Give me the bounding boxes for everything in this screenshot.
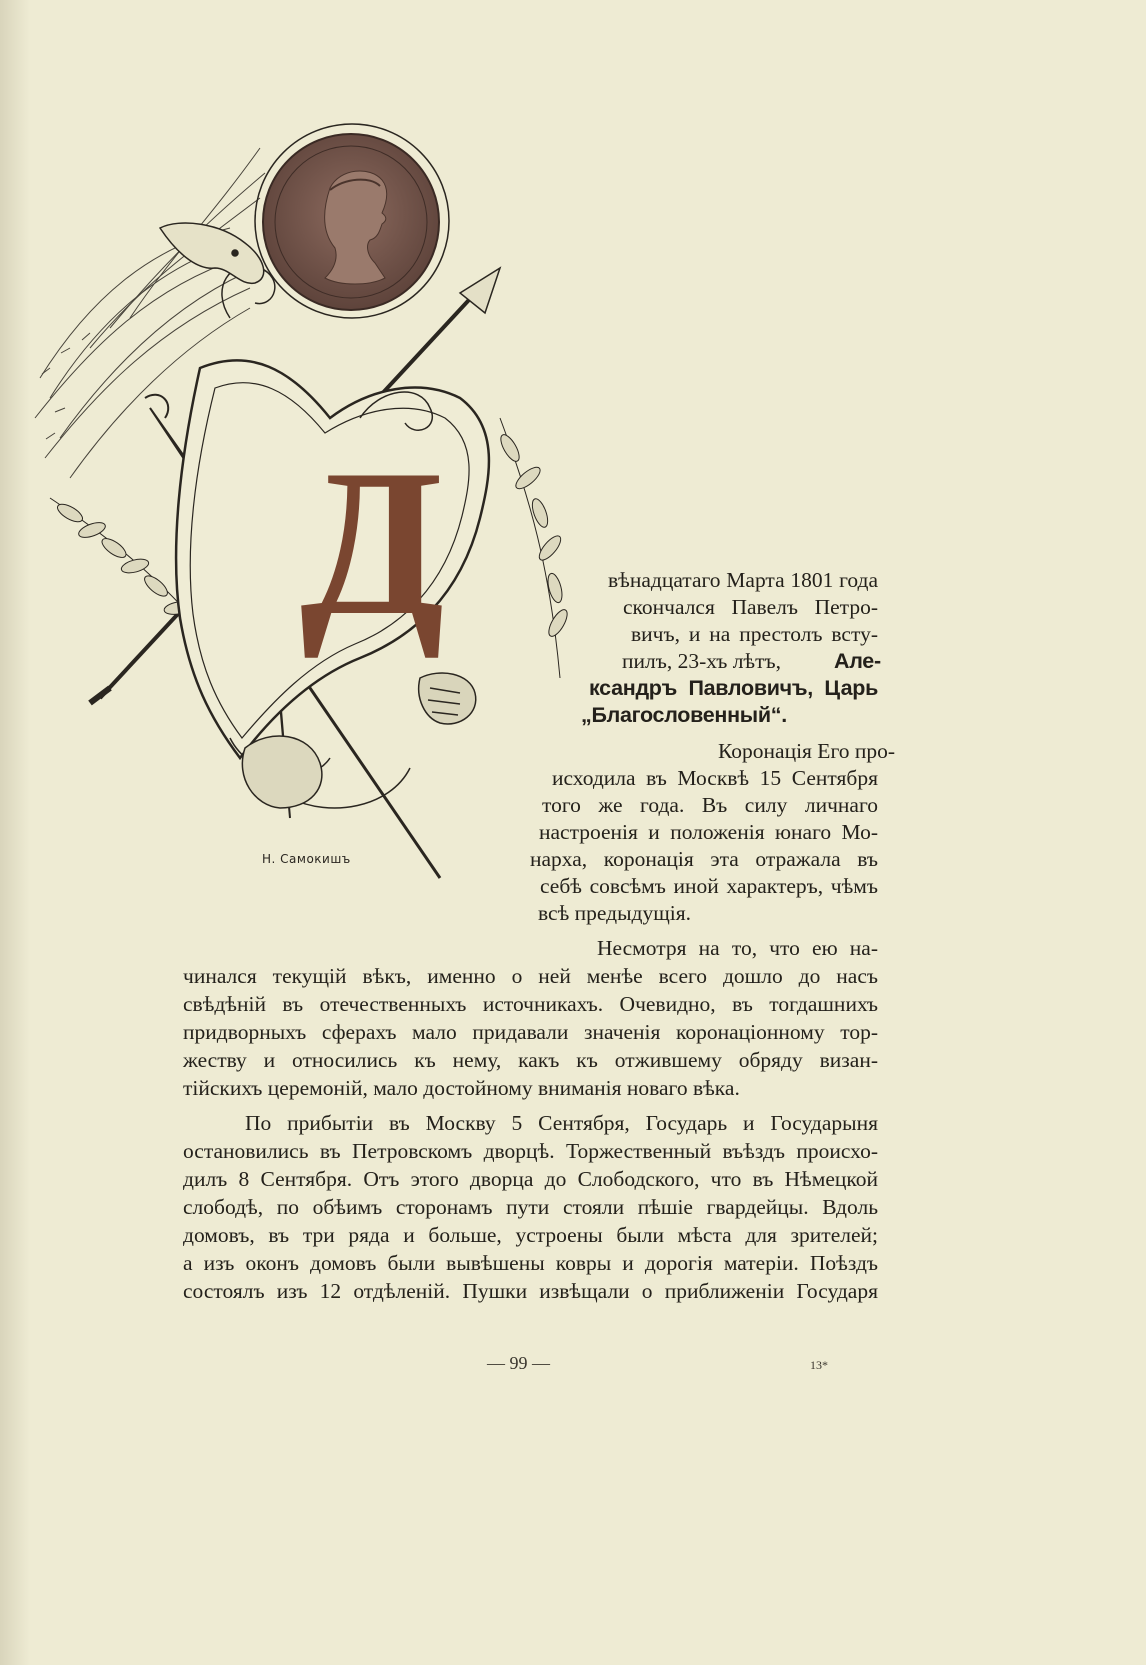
bold-name: „Благословенный“. <box>581 703 787 727</box>
text-line: а изъ оконъ домовъ были вывѣшены ковры и дорогія матеріи. Поѣздъ <box>183 1251 878 1275</box>
text-line-bold <box>581 701 831 729</box>
eagle-head-decoration <box>160 223 264 283</box>
text-line: домовъ, въ три ряда и больше, устроены были мѣста для зрителей; <box>183 1223 878 1247</box>
text-line: По прибытіи въ Москву 5 Сентября, Государь и Государыня <box>245 1111 878 1135</box>
text-line-bold <box>589 674 878 702</box>
text-line: скончался Павелъ Петро- <box>623 595 878 619</box>
text-line: Несмотря на то, что ею на- <box>597 936 878 960</box>
text-line: всѣ предыдущія. <box>538 901 691 925</box>
medal-portrait <box>255 124 449 318</box>
text-line: дилъ 8 Сентября. Отъ этого дворца до Слободского, что въ Нѣмецкой <box>183 1167 878 1191</box>
text-line: слободѣ, по обѣимъ сторонамъ пути стояли пѣшіе гвардейцы. Вдоль <box>183 1195 878 1219</box>
text-line: исходила въ Москвѣ 15 Сентября <box>552 766 878 790</box>
text-line: Коронація Его про- <box>718 739 896 763</box>
bold-name: ксандръ Павловичъ, Царь <box>589 676 878 700</box>
page-gutter-shadow <box>0 0 30 1665</box>
drop-cap: Д <box>300 427 445 659</box>
artist-signature: Н. Самокишъ <box>262 852 351 866</box>
text-line: вѣнадцатаго Марта 1801 года <box>608 568 878 592</box>
gauntlet-decoration <box>419 673 476 724</box>
bold-name: Але- <box>834 649 881 673</box>
text-line: нарха, коронація эта отражала въ <box>530 847 878 871</box>
text-line: придворныхъ сферахъ мало придавали значенія коронаціонному тор- <box>183 1020 878 1044</box>
text-line: жеству и относились къ нему, какъ къ отжившему обряду визан- <box>183 1048 878 1072</box>
text-line: настроенія и положенія юнаго Мо- <box>539 820 878 844</box>
text-line: пилъ, 23-хъ лѣтъ, <box>622 649 781 673</box>
text-line: чинался текущій вѣкъ, именно о ней менѣе всего дошло до насъ <box>183 964 878 988</box>
page-number: — 99 — <box>487 1353 550 1373</box>
text-line: тійскихъ церемоній, мало достойному вниманія новаго вѣка. <box>183 1076 740 1100</box>
text-line: вичъ, и на престолъ всту- <box>631 622 878 646</box>
text-line-bold <box>834 647 884 675</box>
text-line: того же года. Въ силу личнаго <box>542 793 878 817</box>
text-line: свѣдѣній въ отечественныхъ источникахъ. Очевидно, въ тогдашнихъ <box>183 992 878 1016</box>
text-line: состоялъ изъ 12 отдѣленій. Пушки извѣщали о приближеніи Государя <box>183 1279 878 1303</box>
signature-mark: 13* <box>810 1358 828 1372</box>
text-line: себѣ совсѣмъ иной характеръ, чѣмъ <box>540 874 878 898</box>
text-line: остановились въ Петровскомъ дворцѣ. Торжественный въѣздъ происхо- <box>183 1139 878 1163</box>
helmet-decoration <box>242 736 322 808</box>
